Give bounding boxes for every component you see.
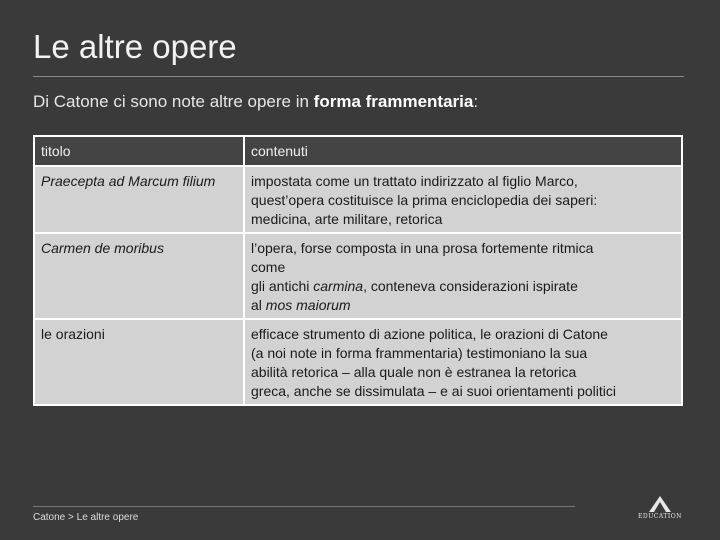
work-title-text: Praecepta ad Marcum filium <box>41 173 216 189</box>
work-title: le orazioni <box>34 319 244 405</box>
table-row <box>34 233 682 319</box>
content-line: al <box>251 297 266 313</box>
slide-title: Le altre opere <box>33 28 237 65</box>
content-line: impostata come un trattato indirizzato al figlio Marco, <box>251 173 578 189</box>
content-line: abilità retorica – alla quale non è estranea la retorica <box>251 364 577 380</box>
intro-prefix: Di Catone ci sono note altre opere in <box>33 92 314 111</box>
publisher-logo-icon <box>648 496 672 512</box>
work-content <box>244 166 682 233</box>
content-line: l’opera, forse composta in una prosa fortemente ritmica <box>251 240 594 256</box>
intro-bold: forma frammentaria <box>313 92 474 111</box>
content-line: come <box>251 259 286 275</box>
table-row <box>34 166 682 233</box>
footer-breadcrumb: Catone > Le altre opere <box>33 512 139 523</box>
title-divider <box>33 76 684 77</box>
content-line: , conteneva considerazioni ispirate <box>363 278 578 294</box>
content-line: medicina, arte militare, retorica <box>251 211 443 227</box>
work-title <box>34 166 244 233</box>
intro-text <box>33 92 478 112</box>
content-line: efficace strumento di azione politica, le orazioni di Catone <box>251 326 608 342</box>
logo-text: EDUCATION <box>638 513 682 520</box>
table-header-row <box>34 136 682 166</box>
work-title-text: Carmen de moribus <box>41 240 164 256</box>
work-content <box>244 319 682 405</box>
work-content <box>244 233 682 319</box>
work-title <box>34 233 244 319</box>
header-contenuti: contenuti <box>244 136 682 166</box>
header-titolo: titolo <box>34 136 244 166</box>
footer-divider <box>33 506 575 507</box>
table-row <box>34 319 682 405</box>
content-emphasis: mos maiorum <box>265 297 351 313</box>
content-line: gli antichi <box>251 278 314 294</box>
publisher-logo <box>636 496 684 524</box>
content-line: greca, anche se dissimulata – e ai suoi orientamenti politici <box>251 383 616 399</box>
content-line: (a noi note in forma frammentaria) testimoniano la sua <box>251 345 588 361</box>
content-line: quest’opera costituisce la prima enciclopedia dei saperi: <box>251 192 598 208</box>
works-table <box>33 135 683 406</box>
intro-suffix: : <box>473 92 479 111</box>
content-emphasis: carmina <box>313 278 364 294</box>
